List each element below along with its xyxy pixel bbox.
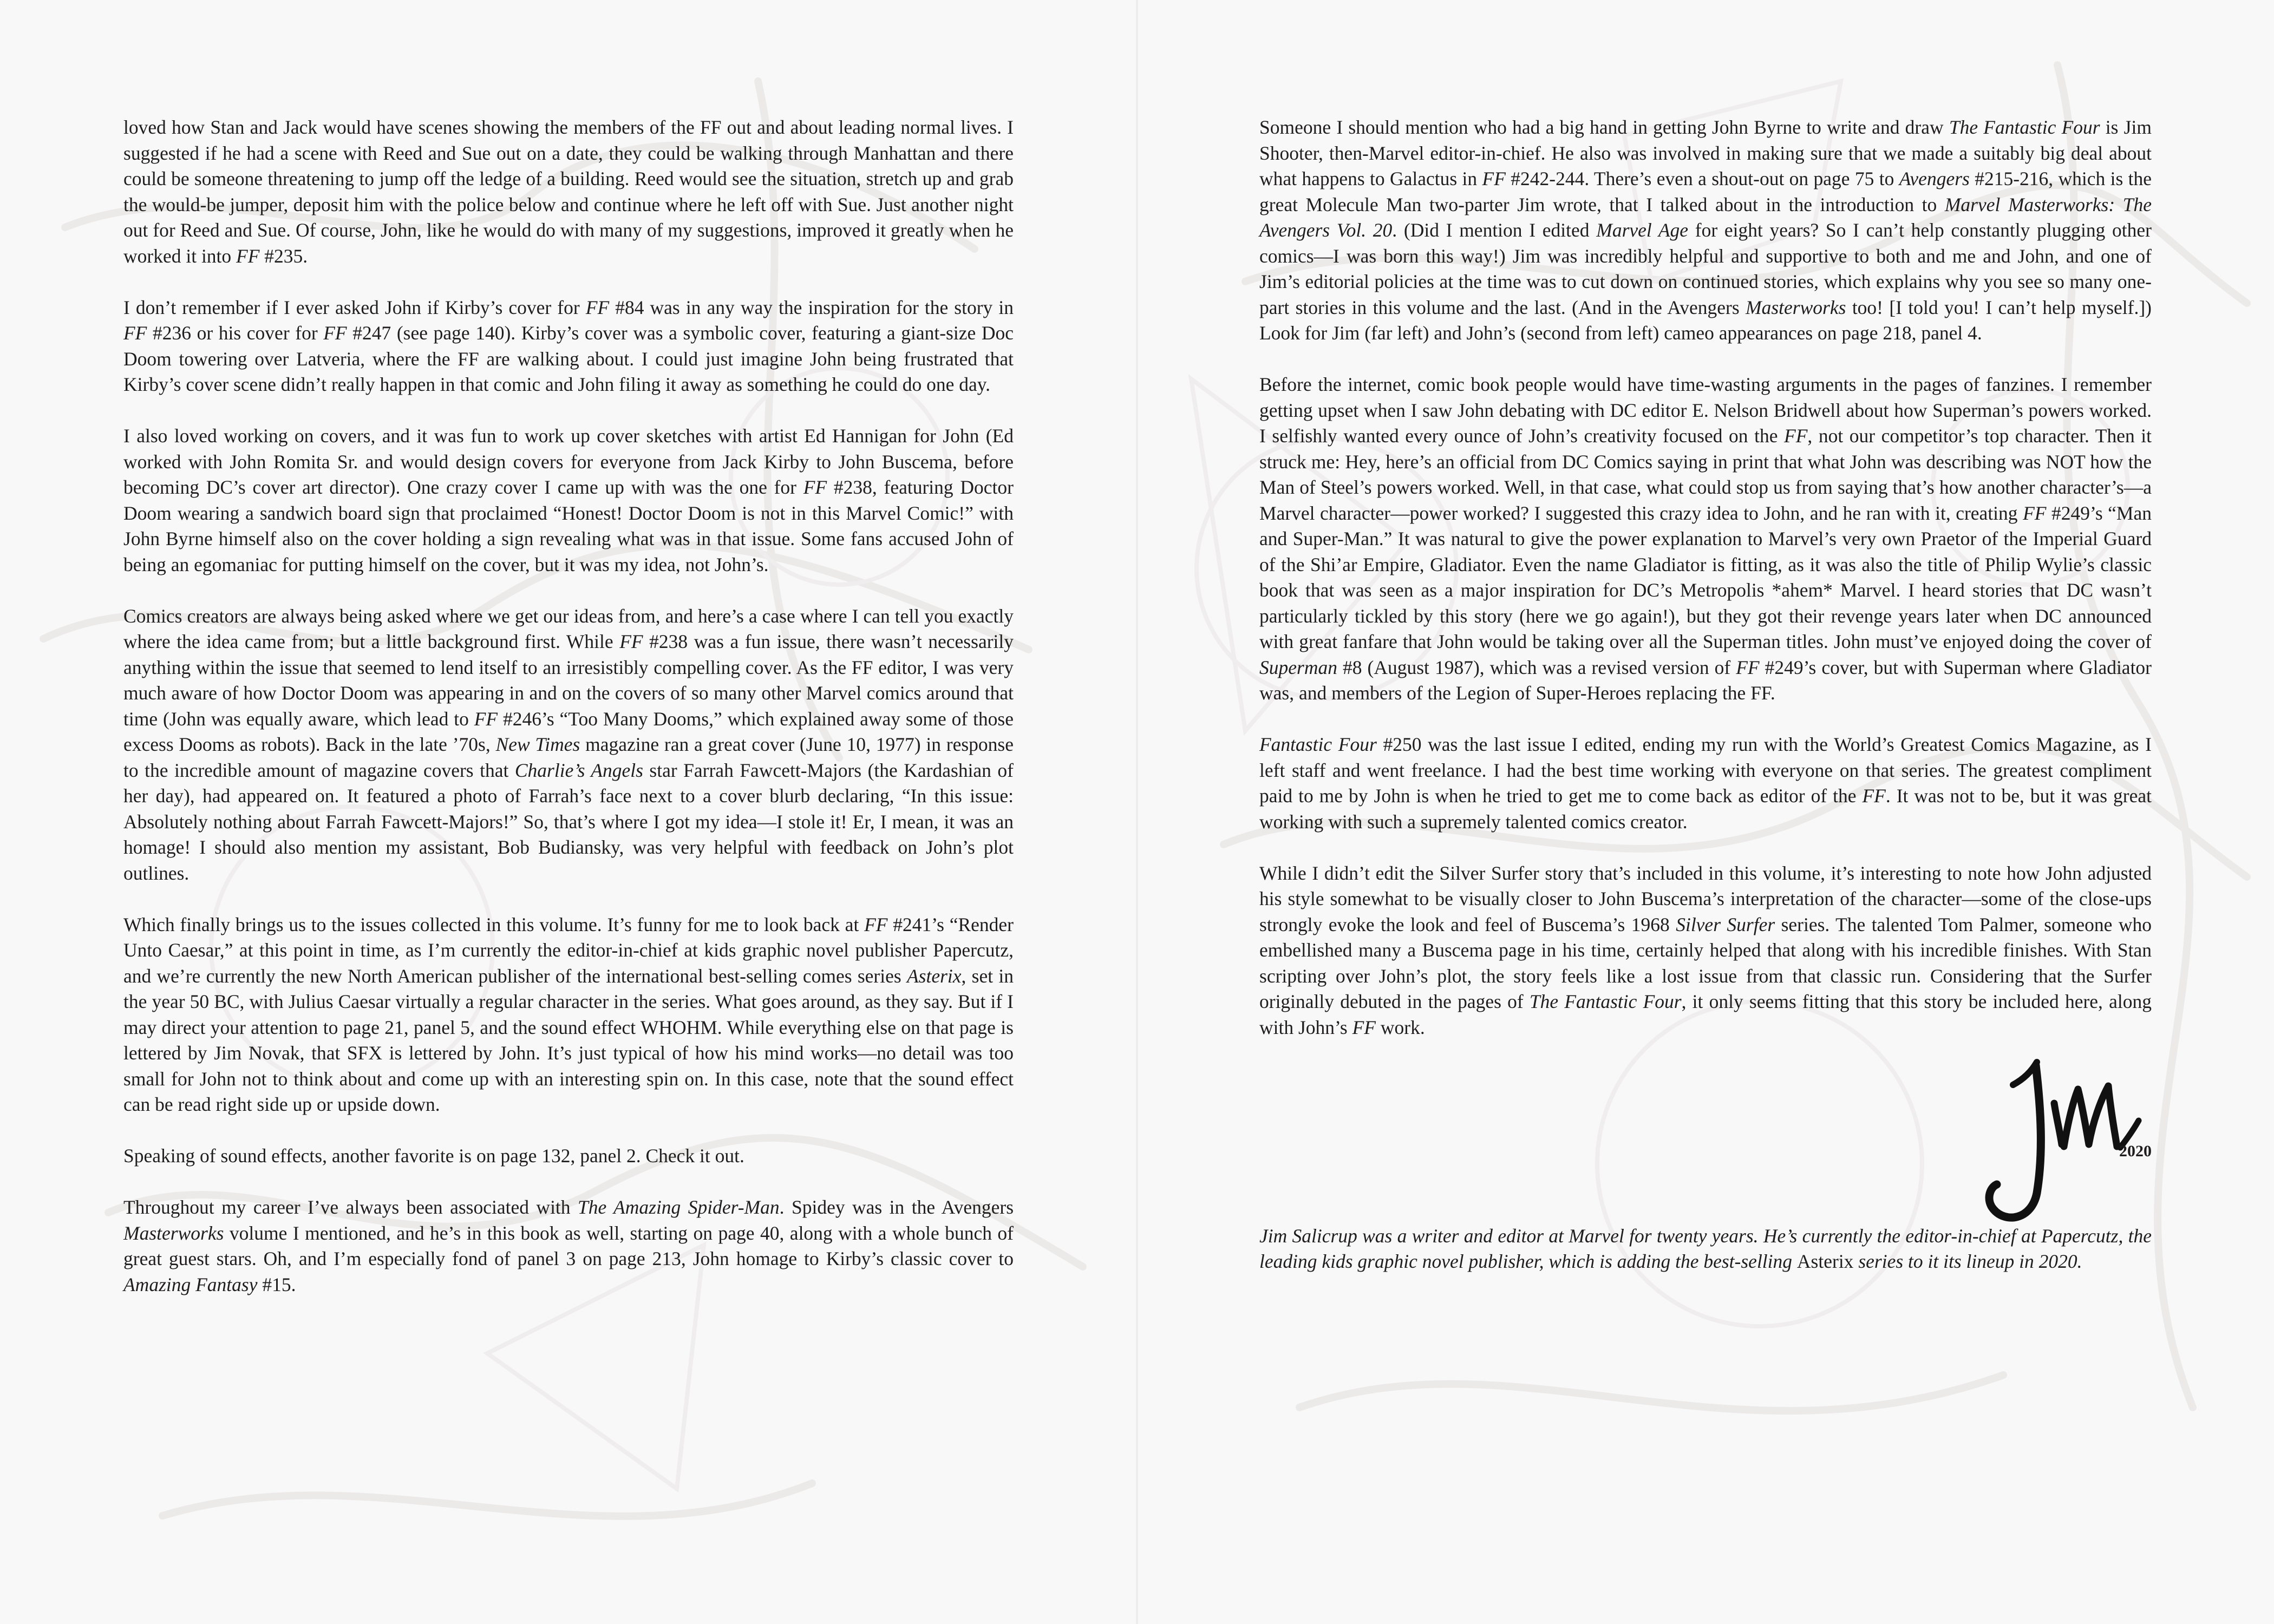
text-run: , not our competitor’s top character. Then it struck me: Hey, here’s an official from DC Comics saying in print that what John was describing was NOT how the Man of Steel’s powers worked. Well, in that case, what could stop us from saying that’s how another character’s—a Marvel character—power worked? I suggested this crazy idea to John, and he ran with it, creating — [1259, 425, 2152, 524]
text-run: . Spidey was in the Avengers — [779, 1196, 1014, 1218]
text-run: #242-244. There’s even a shout-out on page 75 to — [1505, 168, 1899, 189]
text-run: volume I mentioned, and he’s in this book as well, starting on page 40, along with a whole bunch of great guest stars. Oh, and I’m especially fond of panel 3 on page 213, John homage to Kirby’s classic cover to — [123, 1222, 1014, 1269]
text-run: Comics creators are always being asked where we get our ideas from, and here’s a case where I can tell you exactly where the idea came from; but a little background first. While — [123, 605, 1014, 652]
text-run: #246’s “Too Many Dooms,” which explained away some of those excess Dooms as robots). Back in the late ’70s, — [123, 708, 1014, 755]
italic-text: New Times — [495, 734, 580, 755]
italic-text: FF — [1784, 425, 1808, 447]
left-text-column — [123, 115, 1014, 1298]
paragraph — [123, 604, 1014, 887]
paragraph — [1259, 732, 2152, 835]
paragraph — [123, 1195, 1014, 1298]
text-run: is Jim Shooter, then-Marvel editor-in-chief. He also was involved in making sure that we made a suitably big deal about what happens to Galactus in — [1259, 116, 2152, 189]
italic-text: FF — [585, 296, 610, 318]
italic-text: Marvel Age — [1596, 219, 1689, 241]
italic-text: FF — [864, 913, 888, 935]
paragraph — [123, 912, 1014, 1118]
italic-text: FF — [803, 476, 827, 498]
text-run: series. The talented Tom Palmer, someone who embellished many a Buscema page in his time, certainly helped that along with his incredible finishes. With Stan scripting over John’s plot, the story feels like a lost issue from that classic run. Considering that the Surfer originally debuted in the pages of — [1259, 913, 2152, 1012]
right-page — [1137, 0, 2274, 1624]
italic-text: FF — [123, 322, 147, 344]
italic-text: FF — [1482, 168, 1506, 189]
text-run: . (Did I mention I edited — [1392, 219, 1597, 241]
italic-text: FF — [619, 631, 643, 652]
paragraph — [123, 295, 1014, 398]
text-run: , it only seems fitting that this story be included here, along with John’s — [1259, 991, 2152, 1038]
text-run: #215-216, which is the great Molecule Man two-parter Jim wrote, that I talked about in the introduction to — [1259, 168, 2152, 215]
right-text-column — [1259, 115, 2152, 1275]
italic-text: Masterworks — [1746, 296, 1846, 318]
paragraph — [123, 115, 1014, 269]
text-run: Someone I should mention who had a big hand in getting John Byrne to write and draw — [1259, 116, 1949, 138]
italic-text: FF — [236, 245, 260, 267]
text-run: series to it its lineup in 2020. — [1853, 1250, 2082, 1272]
paragraph — [123, 423, 1014, 578]
text-run: Speaking of sound effects, another favorite is on page 132, panel 2. Check it out. — [123, 1145, 744, 1167]
text-run: I also loved working on covers, and it was fun to work up cover sketches with artist Ed Hannigan for John (Ed worked with John Romita Sr. and would design covers for everyone from Jack Kirby to John Buscema, before becoming DC’s cover art director). One crazy cover I came up with was the one for — [123, 425, 1014, 498]
italic-text: Avengers — [1899, 168, 1970, 189]
text-run: work. — [1375, 1016, 1425, 1038]
text-run: #247 (see page 140). Kirby’s cover was a symbolic cover, featuring a giant-size Doc Doom towering over Latveria, where the FF are walking about. I could just imagine John being frustrated that Kirby’s cover scene didn’t really happen in that comic and John filing it away as something he could do one day. — [123, 322, 1014, 395]
author-bio — [1259, 1223, 2152, 1275]
text-run: While I didn’t edit the Silver Surfer story that’s included in this volume, it’s interesting to note how John adjusted his style somewhat to be visually closer to John Buscema’s interpretation of the character—some of the close-ups strongly evoke the look and feel of Buscema’s 1968 — [1259, 862, 2152, 935]
upright-text: Asterix — [1796, 1250, 1854, 1272]
text-run: . It was not to be, but it was great working with such a supremely talented comics creator. — [1259, 785, 2152, 833]
text-run: #8 (August 1987), which was a revised version of — [1337, 656, 1736, 678]
text-run: #235. — [259, 245, 308, 267]
text-run: #249’s “Man and Super-Man.” It was natural to give the power explanation to Marvel’s very own Praetor of the Imperial Guard of the Shi’ar Empire, Gladiator. Even the name Gladiator is fitting, as it was also the title of Philip Wylie’s classic book that was seen as a major inspiration for DC’s Metropolis *ahem* Marvel. I heard stories that DC wasn’t particularly tickled by this story (here we go again!), but they got their revenge years later when DC announced with great fanfare that John would be taking over all the Superman titles. John must’ve enjoyed doing the cover of — [1259, 502, 2152, 652]
italic-text: The Fantastic Four — [1949, 116, 2100, 138]
italic-text: Amazing Fantasy — [123, 1273, 258, 1295]
paragraph — [1259, 861, 2152, 1041]
italic-text: FF — [1862, 785, 1886, 807]
text-run: Before the internet, comic book people would have time-wasting arguments in the pages of fanzines. I remember getting upset when I saw John debating with DC editor E. Nelson Bridwell about how Superman’s powers worked. I selfishly wanted every ounce of John’s creativity focused on the — [1259, 374, 2152, 447]
italic-text: FF — [1736, 656, 1760, 678]
italic-text: FF — [323, 322, 347, 344]
text-run: for eight years? So I can’t help constantly plugging other comics—I was born this way!) Jim was incredibly helpful and supportive to both and me and John, and one of Jim’s editorial policies at the time was to cut down on continued stories, which explains why you see so many one-part stories in this volume and the last. (And in the Avengers — [1259, 219, 2152, 318]
italic-text: Fantastic Four — [1259, 734, 1377, 755]
text-run: star Farrah Fawcett-Majors (the Kardashian of her day), had appeared on. It featured a photo of Farrah’s face next to a cover blurb declaring, “In this issue: Absolutely nothing about Farrah Fawcett-Majors!” So, that’s where I got my idea—I stole it! Er, I mean, it was an homage! I should also mention my assistant, Bob Budiansky, was very helpful with feedback on John’s plot outlines. — [123, 759, 1014, 884]
text-run: #236 or his cover for — [147, 322, 324, 344]
text-run: , set in the year 50 BC, with Julius Caesar virtually a regular character in the series. What goes around, as they say. But if I may direct your attention to page 21, panel 5, and the sound effect WHOHM. While everything else on that page is lettered by Jim Novak, that SFX is lettered by John. It’s just typical of how his mind works—no detail was too small for John not to think about and come up with an interesting spin on. In this case, note that the sound effect can be read right side up or upside down. — [123, 965, 1014, 1115]
signature-block — [1259, 1066, 2152, 1223]
italic-text: FF — [2023, 502, 2047, 524]
text-run: #15. — [257, 1273, 296, 1295]
italic-text: Marvel Masterworks: The Avengers Vol. 20 — [1259, 193, 2152, 241]
text-run: #250 was the last issue I edited, ending my run with the World’s Greatest Comics Magazine, as I left staff and went freelance. I had the best time working with everyone on that series. The greatest compliment paid to me by John is when he tried to get me to come back as editor of the — [1259, 734, 2152, 807]
italic-text: FF — [1352, 1016, 1376, 1038]
italic-text: Silver Surfer — [1676, 913, 1775, 935]
text-run: #249’s cover, but with Superman where Gladiator was, and members of the Legion of Super-Heroes replacing the FF. — [1259, 656, 2152, 704]
text-run: Throughout my career I’ve always been associated with — [123, 1196, 578, 1218]
jim-signature — [1973, 1051, 2152, 1230]
text-run: loved how Stan and Jack would have scenes showing the members of the FF out and about leading normal lives. I suggested if he had a scene with Reed and Sue out on a date, they could be walking through Manhattan and there could be someone threatening to jump off the ledge of a building. Reed would see the situation, stretch up and grab the would-be jumper, deposit him with the police below and continue where he left off with Sue. Just another night out for Reed and Sue. Of course, John, like he would do with many of my suggestions, improved it greatly when he worked it into — [123, 116, 1014, 267]
text-run: I don’t remember if I ever asked John if Kirby’s cover for — [123, 296, 586, 318]
italic-text: Masterworks — [123, 1222, 224, 1244]
text-run: magazine ran a great cover (June 10, 1977) in response to the incredible amount of magazine covers that — [123, 734, 1014, 781]
paragraph — [1259, 372, 2152, 706]
italic-text: Asterix — [906, 965, 962, 987]
text-run: #238, featuring Doctor Doom wearing a sandwich board sign that proclaimed “Honest! Doctor Doom is not in this Marvel Comic!” with John Byrne himself also on the cover holding a sign revealing what was in that issue. Some fans accused John of being an egomaniac for putting himself on the cover, but it was my idea, not John’s. — [123, 476, 1014, 575]
italic-text: Superman — [1259, 656, 1337, 678]
text-run: Jim Salicrup was a writer and editor at Marvel for twenty years. He’s currently the editor-in-chief at Papercutz, the leading kids graphic novel publisher, which is adding the best-selling — [1259, 1224, 2152, 1272]
text-run: #238 was a fun issue, there wasn’t necessarily anything within the issue that seemed to lend itself to an irresistibly compelling cover. As the FF editor, I was very much aware of how Doctor Doom was appearing in and on the covers of so many other Marvel comics around that time (John was equally aware, which lead to — [123, 631, 1014, 730]
italic-text: FF — [474, 708, 498, 730]
italic-text: Charlie’s Angels — [514, 759, 643, 781]
italic-text: The Amazing Spider-Man — [578, 1196, 780, 1218]
signature-year: 2020 — [2119, 1142, 2152, 1160]
text-run: #241’s “Render Unto Caesar,” at this point in time, as I’m currently the editor-in-chief at kids graphic novel publisher Papercutz, and we’re currently the new North American publisher of the international best-selling comes series — [123, 913, 1014, 987]
text-run: Which finally brings us to the issues collected in this volume. It’s funny for me to look back at — [123, 913, 865, 935]
paragraph — [123, 1143, 1014, 1169]
paragraph — [1259, 115, 2152, 346]
text-run: #84 was in any way the inspiration for the story in — [609, 296, 1014, 318]
italic-text: The Fantastic Four — [1529, 991, 1682, 1012]
text-run: too! [I told you! I can’t help myself.]) Look for Jim (far left) and John’s (second from left) cameo appearances on page 218, panel 4. — [1259, 296, 2152, 344]
